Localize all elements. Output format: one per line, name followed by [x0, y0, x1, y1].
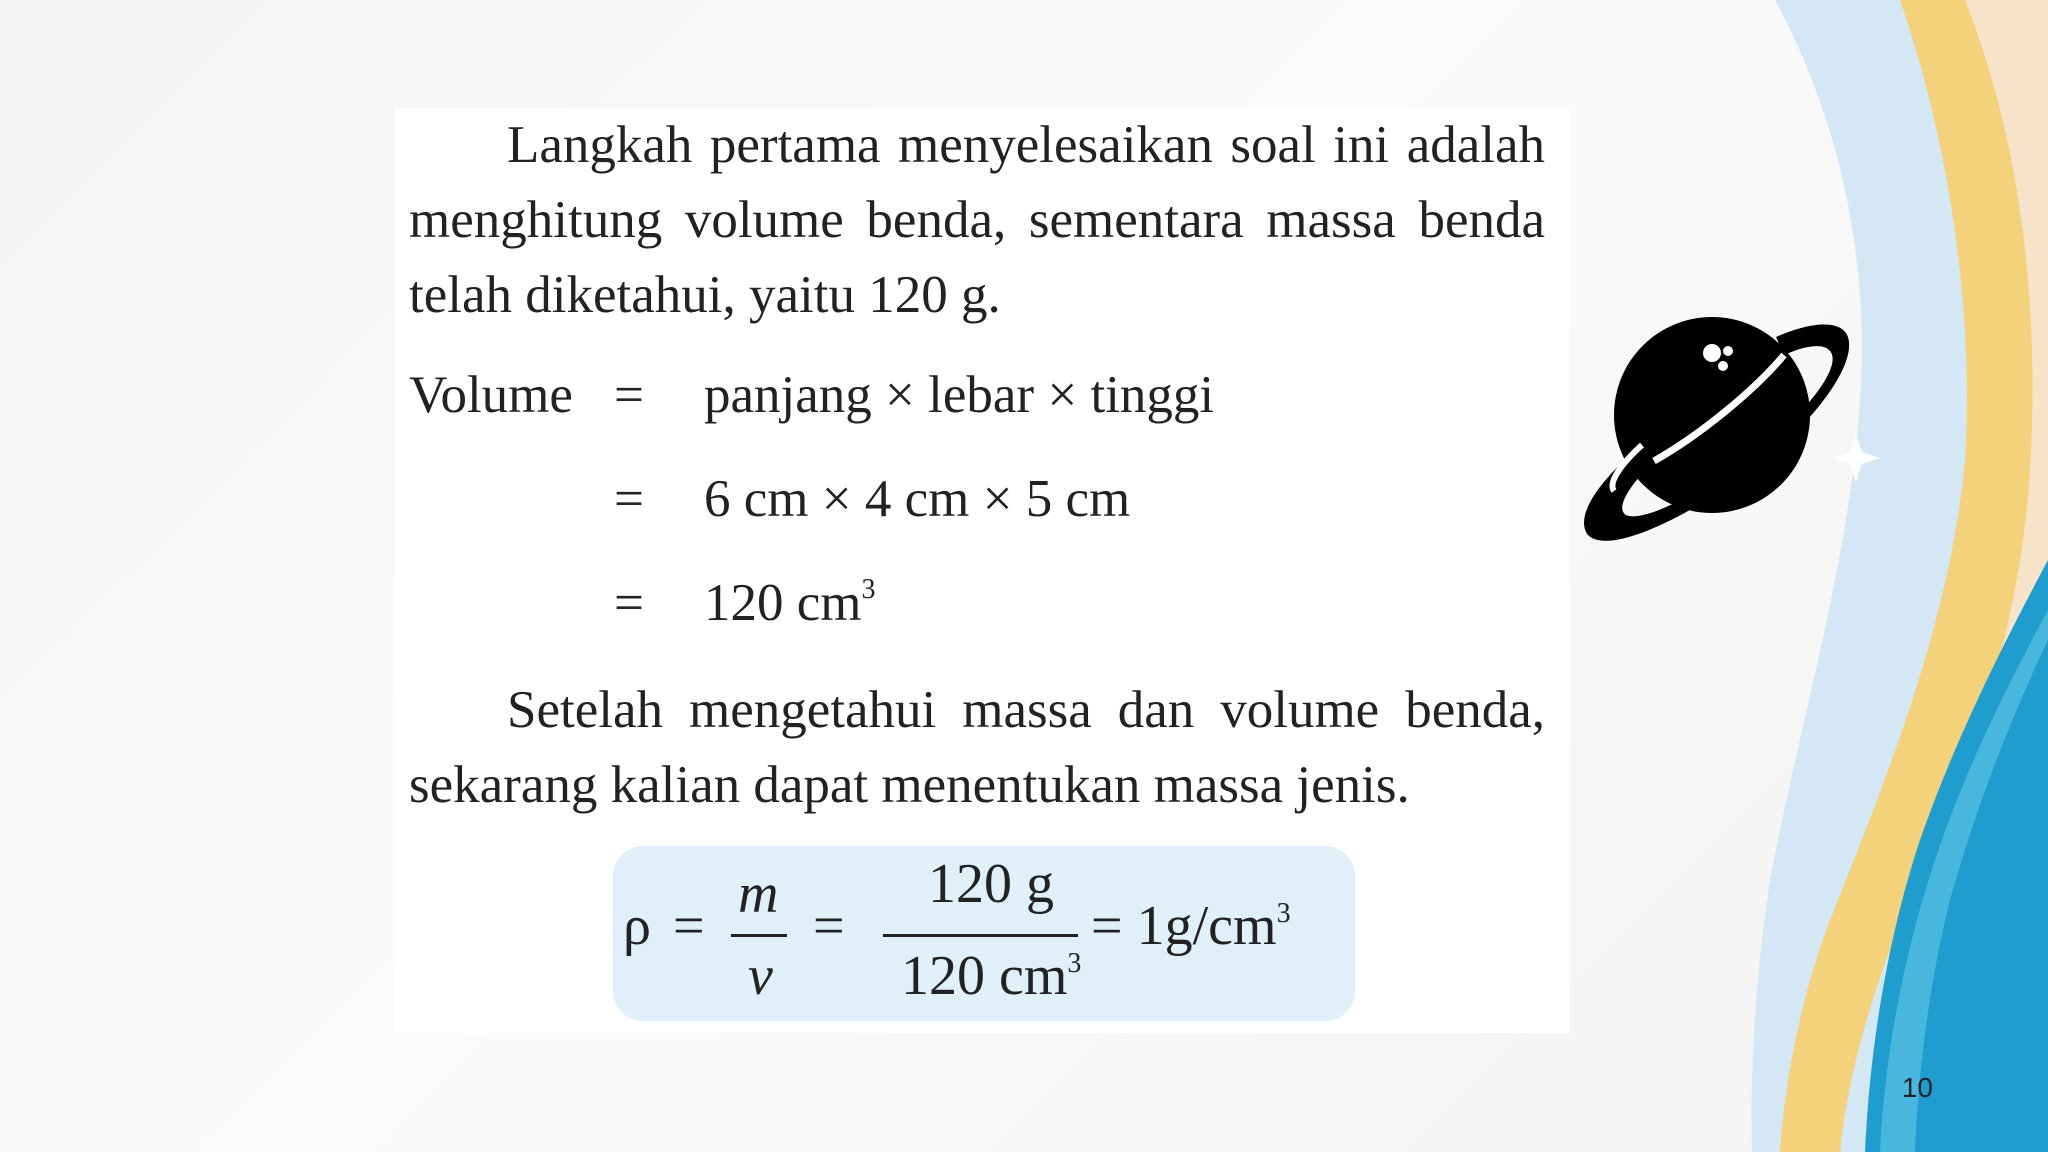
- content-textbox: [395, 108, 1570, 1033]
- superscript: 3: [1276, 898, 1291, 929]
- fraction-bar: [883, 934, 1078, 937]
- superscript: 3: [1067, 948, 1082, 979]
- fraction-bar: [731, 934, 787, 937]
- expression-base: 120 cm: [704, 574, 862, 632]
- density-formula-box: [613, 846, 1355, 1021]
- equals-sign: =: [614, 366, 644, 424]
- equals-sign: =: [614, 470, 644, 528]
- fraction-denominator-v: v: [748, 945, 773, 1007]
- second-paragraph: Setelah mengetahui massa dan volume benda, sekarang kalian dapat menentukan massa jenis.: [409, 681, 1545, 814]
- saturn-planet-icon: [1580, 285, 1850, 545]
- density-result: [1091, 896, 1291, 956]
- fraction-denominator-volume: [901, 946, 1081, 1006]
- fraction-numerator-mass: 120 g: [928, 853, 1054, 915]
- equals-sign: =: [813, 895, 845, 957]
- equation-expression: 6 cm × 4 cm × 5 cm: [704, 470, 1131, 528]
- equation-expression: [704, 573, 876, 633]
- denominator-base: 120 cm: [901, 945, 1068, 1007]
- equals-sign: =: [673, 895, 705, 957]
- equation-label: Volume: [409, 366, 573, 424]
- equation-expression: panjang × lebar × tinggi: [704, 366, 1215, 424]
- density-symbol: ρ: [623, 895, 651, 957]
- fraction-numerator-m: m: [738, 863, 779, 925]
- superscript: 3: [861, 574, 876, 605]
- intro-paragraph: Langkah pertama menyelesaikan soal ini adalah menghitung volume benda, sementara massa benda telah diketahui, yaitu 120 g.: [409, 116, 1545, 324]
- sparkle-star-icon: [1830, 432, 1882, 484]
- result-base: = 1g/cm: [1091, 895, 1277, 957]
- equals-sign: =: [614, 574, 644, 632]
- page-number: 10: [1901, 1072, 1933, 1103]
